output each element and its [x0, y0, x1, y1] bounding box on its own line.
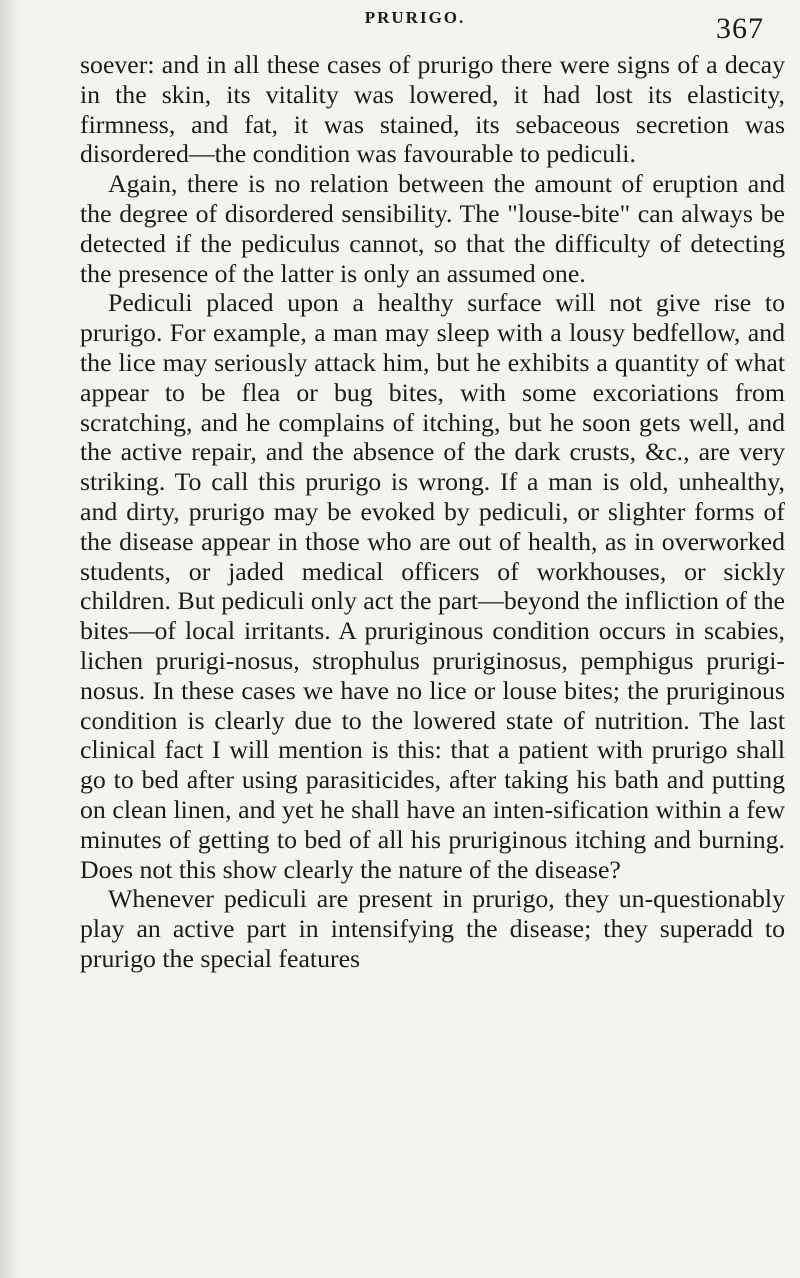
running-title: PRURIGO.: [364, 8, 466, 27]
paragraph-2: Again, there is no relation between the amount of eruption and the degree of disordered sensibility. The "louse-bite" can always be detected if the pediculus cannot, so that the difficulty of detecting the presence of the latter is only an assumed one.: [80, 169, 785, 288]
page-number: 367: [716, 12, 764, 45]
page-gutter: [0, 0, 22, 1278]
paragraph-4: Whenever pediculi are present in prurigo, they un-questionably play an active part in intensifying the disease; they superadd to prurigo the special features: [80, 884, 785, 973]
paragraph-3: Pediculi placed upon a healthy surface will not give rise to prurigo. For example, a man may sleep with a lousy bedfellow, and the lice may seriously attack him, but he exhibits a quantity of what appear to be flea or bug bites, with some excoriations from scratching, and he complains of itching, but he soon gets well, and the active repair, and the absence of the dark crusts, &c., are very striking. To call this prurigo is wrong. If a man is old, unhealthy, and dirty, prurigo may be evoked by pediculi, or slighter forms of the disease appear in those who are out of health, as in overworked students, or jaded medical officers of workhouses, or sickly children. But pediculi only act the part—beyond the infliction of the bites—of local irritants. A pruriginous condition occurs in scabies, lichen prurigi-nosus, strophulus pruriginosus, pemphigus prurigi-nosus. In these cases we have no lice or louse bites; the pruriginous condition is clearly due to the lowered state of nutrition. The last clinical fact I will mention is this: that a patient with prurigo shall go to bed after using parasiticides, after taking his bath and putting on clean linen, and yet he shall have an inten-sification within a few minutes of getting to bed of all his pruriginous itching and burning. Does not this show clearly the nature of the disease?: [80, 288, 785, 884]
body-text: [80, 50, 785, 974]
paragraph-1: soever: and in all these cases of prurigo there were signs of a decay in the skin, its vitality was lowered, it had lost its elasticity, firmness, and fat, it was stained, its sebaceous secretion was disordered—the condition was favourable to pediculi.: [80, 50, 785, 169]
